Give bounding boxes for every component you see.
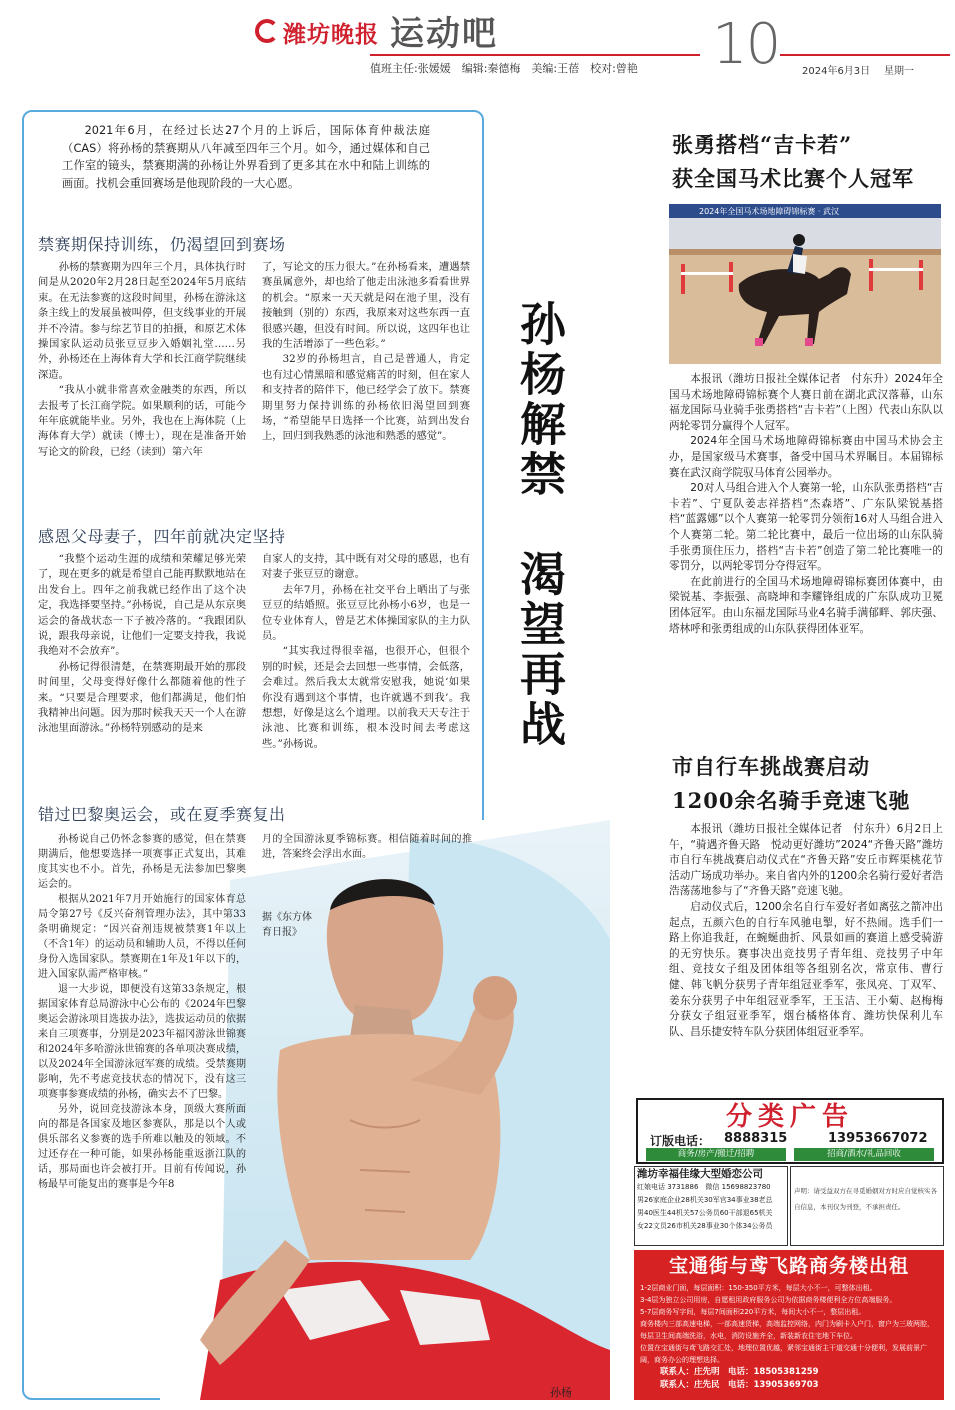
paragraph: 月的全国游泳夏季锦标赛。相信随着时间的推进，答案终会浮出水面。 xyxy=(262,834,472,860)
sun-sec1-title: 禁赛期保持训练，仍渴望回到赛场 xyxy=(38,235,286,254)
office-line: 商务楼内三部高速电梯，一部高速货梯，高端监控网络，内门为刷卡入户门，窗户为三玻两腔，每层卫生间高端洗浴，水电，消防设施齐全，新装新农住宅地下车位。 xyxy=(640,1320,934,1340)
ads-cat-right-text: 招商/酒水/礼品回收 xyxy=(827,1149,901,1159)
paper-name: 潍坊晚报 xyxy=(283,22,379,48)
issue-date: 2024年6月3日 xyxy=(802,66,871,77)
section-name: 运动吧 xyxy=(390,14,498,54)
matchmaking-line: 女22文员26市机关28事业30个体34公务员 xyxy=(637,1222,773,1230)
paragraph: 了，写论文的压力很大。”在孙杨看来，遭遇禁赛虽属意外，却也给了他走出泳池多看看世界的机会。“原来一天天就是闷在池子里，没有接触到（别的）东西，我原来对这些东西一直很感兴趣，但没有时间。所以说，这四年也让我的生活增添了一些色彩。” xyxy=(262,261,470,351)
matchmaking-line: 红娘电话 3731886 微信 15698823780 xyxy=(637,1183,771,1191)
photo-caption: 孙杨 xyxy=(550,1386,572,1399)
office-line: 位置在宝通街与鸢飞路交汇处，地理位置优越，紧邻宝通街主干道交通十分便利，发展前景广阔，商务办公的理想选择。 xyxy=(640,1344,927,1364)
ad-note-box xyxy=(790,1166,944,1246)
issue-weekday: 星期一 xyxy=(884,66,914,77)
credits: 值班主任:张媛媛 编辑:秦德梅 美编:王蓓 校对:曾艳 xyxy=(370,62,638,75)
ad-note: 声明：请受益双方在寻觅婚姻对方时应自觉核实各自信息，本刊仅为刊登，不承担责任。 xyxy=(794,1187,937,1211)
matchmaking-title: 潍坊幸福佳缘大型婚恋公司 xyxy=(637,1168,763,1180)
paragraph: 启动仪式后，1200余名自行车爱好者如离弦之箭冲出起点，五颜六色的自行车风驰电掣，好不热闹。选手们一路上你追我赶，在蜿蜒曲折、风景如画的赛道上感受骑游的无穷快乐。赛事决出竞技男子青年组、竞技男子中年组、竞技女子组及团体组等各组别名次，常京伟、曹行健、韩飞帆分获男子青年组冠亚季军，张凤亮、丁双军、姜东分获男子中年组冠亚季军，王玉洁、王小菊、赵梅梅分获女子组冠亚季军，烟台橘格体育、潍坊快保利儿车队、昌乐捷安特车队分获团体组冠亚季军。 xyxy=(669,900,943,1038)
office-rental-ad xyxy=(634,1250,944,1400)
horse-body xyxy=(669,372,943,637)
paragraph: 自家人的支持，其中既有对父母的感恩，也有对妻子张豆豆的谢意。 xyxy=(262,553,470,581)
sun-sec2-title: 感恩父母妻子，四年前就决定坚持 xyxy=(38,527,286,546)
paragraph: 在此前进行的全国马术场地障碍锦标赛团体赛中，由梁锐基、李振强、高晓坤和李耀锋组成的广东队成功卫冕团体冠军。由山东福龙国际马业4名骑手满郁畔、郭庆强、塔林呼和张勇组成的山东队获得团体亚军。 xyxy=(669,575,943,635)
paragraph: “其实我过得很幸福，也很开心，但很个别的时候，还是会去回想一些事情，会低落，会难过。然后我太太就常安慰我，她说‘如果你没有遇到这个事情，也许就遇不到我’。我想想，好像是这么个道理。以前我天天专注于泳池、比赛和训练，根本没时间去考虑这些。”孙杨说。 xyxy=(262,645,470,750)
ads-phone2: 13953667072 xyxy=(828,1131,928,1146)
ads-phone-label: 订版电话： xyxy=(650,1134,711,1148)
horse-rider-illustration-icon xyxy=(669,204,941,364)
office-line: 3-4层为独立公司用房，自愿租用政府服务公司为依据商务楼便利全方位高端服务。 xyxy=(640,1296,897,1304)
bike-title-line2: 1200余名骑手竞速飞驰 xyxy=(672,788,911,813)
office-title: 宝通街与鸢飞路商务楼出租 xyxy=(668,1255,909,1277)
horse-banner-text: 2024年全国马术场地障碍锦标赛 · 武汉 xyxy=(699,207,839,216)
paragraph: 32岁的孙杨坦言，自己是普通人，肯定也有过心情黑暗和感觉痛苦的时刻，但在家人和支持者的陪伴下，他已经学会了放下。禁赛期里努力保持训练的孙杨依旧渴望回到赛场，“希望能早日选择一个比赛，站到出发台上，回归到我熟悉的泳池和熟悉的感觉”。 xyxy=(262,353,470,443)
bike-body xyxy=(669,822,943,1040)
masthead-rule-right xyxy=(780,54,950,56)
sun-headline: 孙杨解禁 渴望再战 xyxy=(513,300,567,750)
sun-sec3-source: 据《东方体育日报》 xyxy=(262,912,312,938)
paper-logo-icon xyxy=(255,19,279,43)
paragraph: 本报讯（潍坊日报社全媒体记者 付东升）6月2日上午，“骑遇齐鲁天路 悦动更好潍坊”2024“齐鲁天路”潍坊市自行车挑战赛启动仪式在“齐鲁天路”安丘市辉渠桃花节活动广场成功举办。来自省内外的1200余名骑行爱好者浩浩荡荡地参与了“齐鲁天路”竞速飞驰。 xyxy=(669,823,943,898)
sun-sec3-title: 错过巴黎奥运会，或在夏季赛复出 xyxy=(38,805,286,824)
paragraph: 孙杨记得很清楚，在禁赛期最开始的那段时间里，父母变得好像什么都随着他的性子来。“只要是合理要求，他们都满足，他们怕我精神出问题。因为那时候我天天一个人在游泳池里面游泳。”孙杨特别感动的是来 xyxy=(38,660,246,735)
bike-title-line1: 市自行车挑战赛启动 xyxy=(672,754,870,779)
office-line: 1-2层商业门面，每层面积：150-350平方米，每层大小不一，可整体出租。 xyxy=(640,1284,877,1292)
sun-sec3-col2 xyxy=(262,832,472,862)
paragraph: 去年7月，孙杨在社交平台上晒出了与张豆豆的结婚照。张豆豆比孙杨小6岁，也是一位专业体育人，曾是艺术体操国家队的主力队员。 xyxy=(262,583,470,643)
paragraph: “我整个运动生涯的成绩和荣耀足够光荣了，现在更多的就是希望自己能再默默地站在出发台上。四年之前我就已经作出了这个决定，我选择要坚持。”孙杨说，自己是从东京奥运会的备战状态一下子被冷落的。“我跟团队说，跟我母亲说，让他们一定要支持我，我说我绝对不会放弃”。 xyxy=(38,553,246,658)
paragraph: 另外，说回竞技游泳本身，顶级大赛所面向的都是各国家及地区参赛队，那是以个人或俱乐部名义参赛的选手所难以触及的领域。不过还存在一种可能，如果孙杨能重返浙江队的话，那局面也许会被打开。目前有传闻说，孙杨最早可能复出的赛事是今年8 xyxy=(38,1104,246,1190)
masthead-rule xyxy=(370,54,700,56)
matchmaking-line: 男40医生44机关57公务员60干部退65机关 xyxy=(637,1209,773,1217)
sun-sec1-col2 xyxy=(262,260,470,445)
paragraph: 2024年全国马术场地障碍锦标赛由中国马术协会主办，是国家级马术赛事，备受中国马术界瞩目。本届锦标赛在武汉商学院驭马体育公园举办。 xyxy=(669,435,943,479)
ads-cat-left-text: 商务/房产/搬迁/招聘 xyxy=(677,1149,755,1159)
sun-sec2-col2 xyxy=(262,552,470,752)
ads-phone1: 8888315 xyxy=(724,1131,788,1146)
horse-title-line2: 获全国马术比赛个人冠军 xyxy=(672,166,914,191)
masthead xyxy=(0,0,955,80)
office-contact: 联系人：庄先民 电话：13905369703 xyxy=(660,1380,819,1390)
matchmaking-ad xyxy=(634,1166,788,1246)
paragraph: 根据从2021年7月开始施行的国家体育总局令第27号《反兴奋剂管理办法》，其中第33条明确规定：“因兴奋剂违规被禁赛1年以上（不含1年）的运动员和辅助人员，不得以任何身份入选国家队。禁赛期在1年及1年以下的，进入国家队需严格审核。” xyxy=(38,894,246,980)
horse-title xyxy=(672,128,952,196)
paragraph: 20对人马组合进入个人赛第一轮，山东队张勇搭档“吉卡若”、宁夏队姜志祥搭档“杰森塔”、广东队梁锐基搭档“蓝露娜”以个人赛第一轮零罚分领衔16对人马组合进入个人赛第二轮。第二轮比赛中，最后一位出场的山东队骑手张勇顶住压力，搭档“吉卡若”创造了第二轮比赛唯一的零罚分，以两轮零罚分夺得冠军。 xyxy=(669,482,943,573)
sun-lead-text: 2021年6月，在经过长达27个月的上诉后，国际体育仲裁法庭（CAS）将孙杨的禁赛期从八年减至四年三个月。如今，通过媒体和自己工作室的镜头，禁赛期满的孙杨让外界看到了更多其在水中和陆上训练的画面。找机会重回赛场是他现阶段的一大心愿。 xyxy=(62,124,430,190)
office-line: 5-7层商务写字间，每层7间面积220平方米，每间大小不一，整层出租。 xyxy=(640,1308,866,1316)
sun-lead xyxy=(62,122,430,192)
ads-categories-left xyxy=(646,1148,786,1161)
bike-title xyxy=(672,750,952,818)
sun-sec2-col1 xyxy=(38,552,246,737)
sun-sec3-col1 xyxy=(38,832,246,1192)
ads-categories-right xyxy=(794,1148,934,1161)
ads-header xyxy=(636,1098,944,1164)
paragraph: “我从小就非常喜欢金融类的东西，所以去报考了长江商学院。如果顺利的话，可能今年年底就能毕业。另外，我也在上海体院（上海体育大学）就读（博士），现在是准备开始写论文的阶段，已经（读到）第六年 xyxy=(38,384,246,458)
paragraph: 本报讯（潍坊日报社全媒体记者 付东升）2024年全国马术场地障碍锦标赛个人赛日前在湖北武汉落幕，山东福龙国际马业骑手张勇搭档“吉卡若”（上图）代表山东队以两轮零罚分赢得个人冠军。 xyxy=(669,373,943,432)
page-number: 10 xyxy=(712,12,780,77)
paragraph: 退一大步说，即便没有这第33条规定，根据国家体育总局游泳中心公布的《2024年巴黎奥运会游泳项目选拔办法》，选拔运动员的依据来自三项赛事，分别是2023年福冈游泳世锦赛和2024年多哈游泳世锦赛的各单项决赛成绩，以及2024年全国游泳冠军赛的成绩。受禁赛期影响，先不考虑竞技状态的情况下，没有这三项赛事参赛成绩的孙杨，确实去不了巴黎。 xyxy=(38,984,246,1100)
horse-title-line1: 张勇搭档“吉卡若” xyxy=(672,132,853,157)
office-contact: 联系人：庄先明 电话：18505381259 xyxy=(660,1367,819,1377)
matchmaking-line: 男26家庭企业28机关30军官34事业38老总 xyxy=(637,1196,773,1204)
paragraph: 孙杨的禁赛期为四年三个月，具体执行时间是从2020年2月28日起至2024年5月底结束。在无法参赛的这段时间里，孙杨在游泳这条主线上的发展虽被叫停，但支线事业的开展并不冷清。参与综艺节目的拍摄，和原艺术体操国家队运动员张豆豆步入婚姻礼堂……另外，孙杨还在上海体育大学和长江商学院继续深造。 xyxy=(38,261,246,381)
ads-title: 分类广告 xyxy=(725,1102,854,1132)
horse-photo xyxy=(669,204,941,364)
paragraph: 孙杨说自己仍怀念参赛的感觉，但在禁赛期满后，他想要选择一项赛事正式复出，其难度其实也不小。首先，孙杨是无法参加巴黎奥运会的。 xyxy=(38,834,246,890)
sun-sec1-col1 xyxy=(38,260,246,460)
